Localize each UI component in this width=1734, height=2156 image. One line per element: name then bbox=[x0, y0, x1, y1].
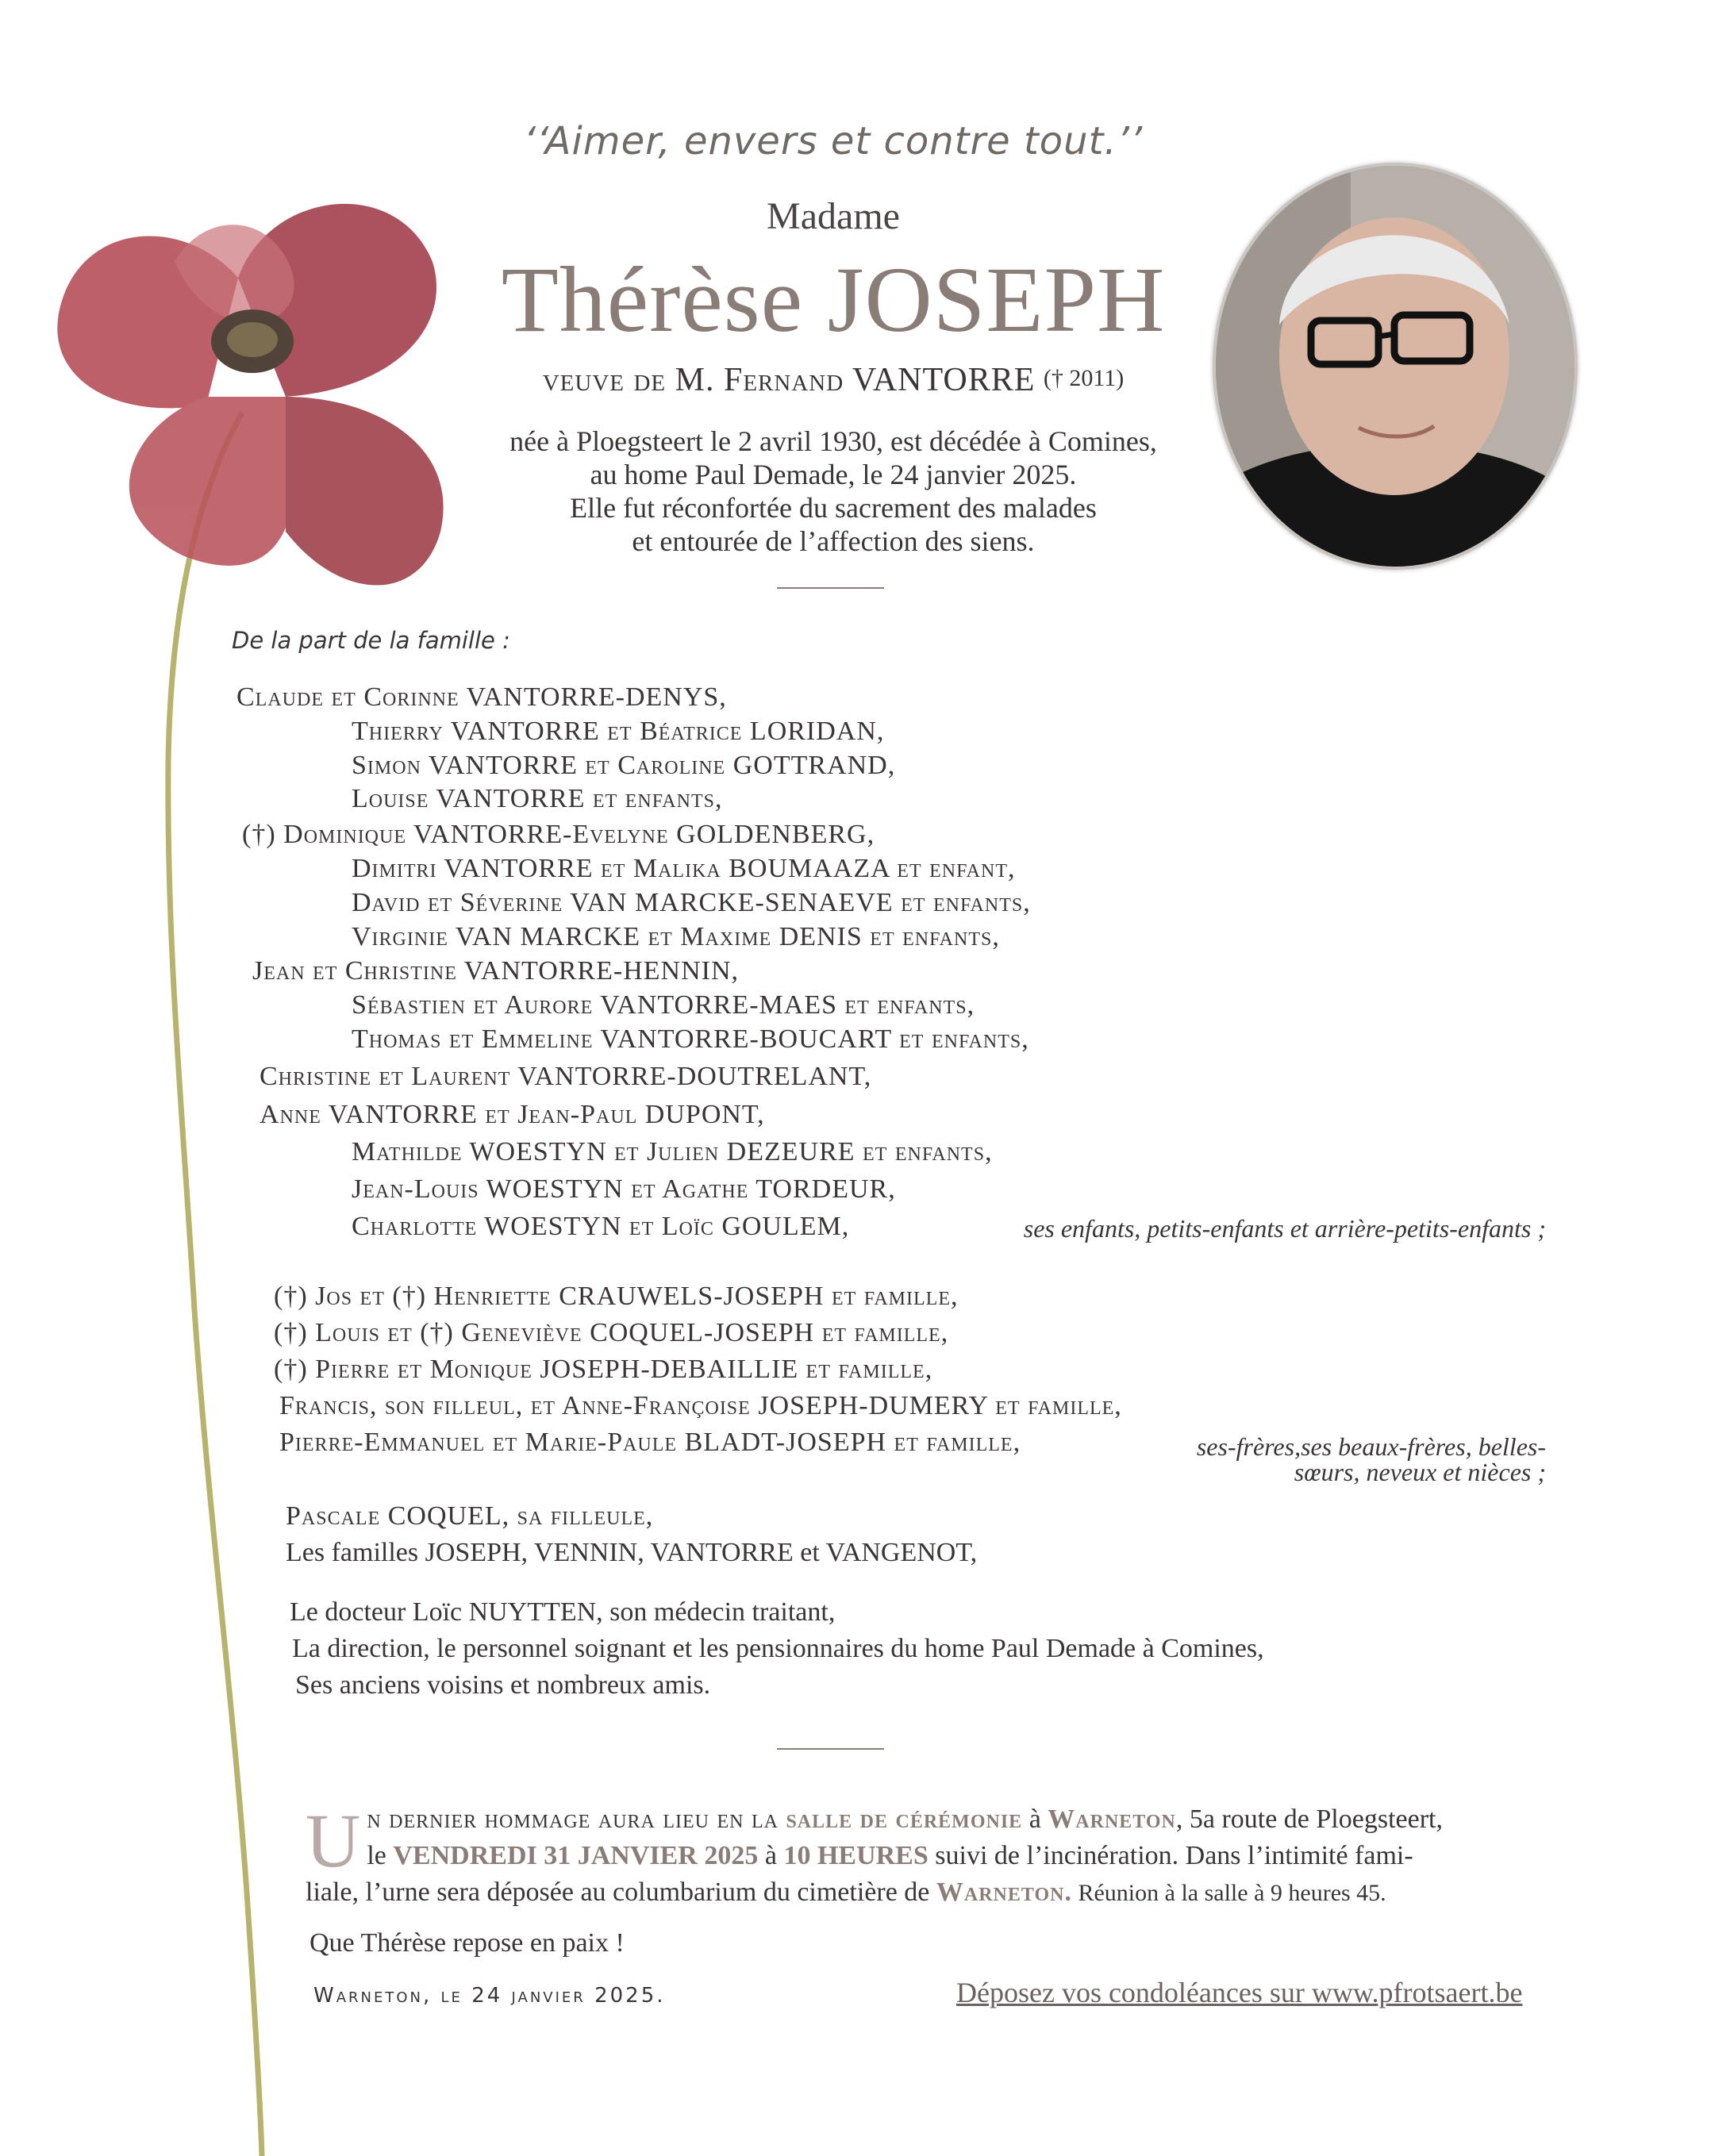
family-line: Dimitri VANTORRE et Malika BOUMAAZA et enfant, bbox=[352, 854, 1016, 883]
divider-top bbox=[777, 587, 884, 589]
portrait-image bbox=[1216, 166, 1574, 567]
dropcap: U bbox=[306, 1798, 361, 1883]
family-line: (†) Jos et (†) Henriette CRAUWELS-JOSEPH et famille, bbox=[274, 1282, 959, 1311]
bio-line: au home Paul Demade, le 24 janvier 2025. bbox=[590, 459, 1077, 490]
ceremony-details bbox=[306, 1798, 1544, 1912]
family-line: Charlotte WOESTYN et Loïc GOULEM, bbox=[352, 1212, 850, 1241]
closing-wish: Que Thérèse repose en paix ! bbox=[310, 1928, 625, 1958]
honorific: Madame bbox=[767, 195, 900, 237]
family-line: Francis, son filleul, et Anne-Françoise JOSEPH-DUMERY et famille, bbox=[279, 1391, 1122, 1420]
family-line: Simon VANTORRE et Caroline GOTTRAND, bbox=[352, 751, 896, 780]
family-line: David et Séverine VAN MARCKE-SENAEVE et enfants, bbox=[352, 888, 1031, 917]
ceremony-date: VENDREDI 31 JANVIER 2025 bbox=[393, 1841, 759, 1870]
homage-text: à bbox=[758, 1841, 784, 1870]
role-children: ses enfants, petits-enfants et arrière-petits-enfants ; bbox=[1023, 1214, 1546, 1243]
homage-text: suivi de l’incinération. Dans l’intimité fami- bbox=[928, 1841, 1413, 1870]
place-and-date: Warneton, le 24 janvier 2025. bbox=[313, 1984, 666, 2008]
family-line: (†) Louis et (†) Geneviève COQUEL-JOSEPH et famille, bbox=[274, 1318, 949, 1347]
family-label: De la part de la famille : bbox=[232, 627, 510, 654]
family-line: (†) Pierre et Monique JOSEPH-DEBAILLIE et famille, bbox=[274, 1355, 933, 1384]
widow-year: († 2011) bbox=[1043, 365, 1125, 391]
bio-line: née à Ploegsteert le 2 avril 1930, est décédée à Comines, bbox=[509, 425, 1157, 457]
role-siblings-line1: ses-frères,ses beaux-frères, belles- bbox=[1196, 1432, 1546, 1461]
family-line: Jean-Louis WOESTYN et Agathe TORDEUR, bbox=[352, 1174, 896, 1204]
family-line: Louise VANTORRE et enfants, bbox=[352, 784, 723, 813]
family-line: Anne VANTORRE et Jean-Paul DUPONT, bbox=[260, 1100, 765, 1129]
homage-text: le bbox=[367, 1841, 394, 1870]
town-2: Warneton. bbox=[936, 1877, 1072, 1907]
homage-text: Réunion à la salle à 9 heures 45. bbox=[1071, 1880, 1386, 1906]
divider-bottom bbox=[777, 1748, 884, 1750]
family-line: Jean et Christine VANTORRE-HENNIN, bbox=[252, 956, 740, 986]
poppy-stem bbox=[168, 413, 262, 2156]
family-line: Mathilde WOESTYN et Julien DEZEURE et enfants, bbox=[352, 1137, 993, 1166]
deceased-name: Thérèse JOSEPH bbox=[501, 248, 1166, 352]
family-line: Ses anciens voisins et nombreux amis. bbox=[295, 1670, 711, 1700]
condolences-link[interactable]: Déposez vos condoléances sur www.pfrotsaert.be bbox=[956, 1977, 1523, 2008]
family-line: Claude et Corinne VANTORRE-DENYS, bbox=[236, 682, 727, 712]
homage-text: n dernier hommage aura lieu en la bbox=[367, 1804, 786, 1834]
homage-text: liale, l’urne sera déposée au columbarium du cimetière de bbox=[306, 1877, 936, 1907]
family-line: Les familles JOSEPH, VENNIN, VANTORRE et VANGENOT, bbox=[286, 1538, 978, 1567]
role-siblings-line2: sœurs, neveux et nièces ; bbox=[1294, 1458, 1546, 1486]
family-line: Sébastien et Aurore VANTORRE-MAES et enfants, bbox=[352, 990, 975, 1020]
family-line: Virginie VAN MARCKE et Maxime DENIS et enfants, bbox=[352, 922, 1000, 951]
bio-line: et entourée de l’affection des siens. bbox=[632, 525, 1035, 557]
town: Warneton bbox=[1048, 1804, 1176, 1834]
homage-text: à bbox=[1022, 1804, 1048, 1834]
portrait-photo bbox=[1213, 163, 1578, 570]
family-line: Pierre-Emmanuel et Marie-Paule BLADT-JOSEPH et famille, bbox=[279, 1428, 1021, 1457]
homage-text: , 5a route de Ploegsteert, bbox=[1175, 1804, 1443, 1834]
family-line: Thierry VANTORRE et Béatrice LORIDAN, bbox=[352, 717, 885, 746]
venue: salle de cérémonie bbox=[786, 1804, 1023, 1834]
widow-of-text: veuve de M. Fernand VANTORRE bbox=[542, 362, 1036, 398]
family-line: Thomas et Emmeline VANTORRE-BOUCART et enfants, bbox=[352, 1024, 1029, 1054]
ceremony-time: 10 HEURES bbox=[783, 1841, 929, 1870]
family-line: (†) Dominique VANTORRE-Evelyne GOLDENBERG, bbox=[242, 820, 875, 849]
family-line: Christine et Laurent VANTORRE-DOUTRELANT, bbox=[260, 1062, 872, 1091]
epigraph-quote: ‘‘Aimer, envers et contre tout.’’ bbox=[523, 119, 1144, 163]
family-line: Pascale COQUEL, sa filleule, bbox=[286, 1501, 654, 1531]
bio-line: Elle fut réconfortée du sacrement des malades bbox=[570, 492, 1097, 524]
family-line: La direction, le personnel soignant et les pensionnaires du home Paul Demade à Comines, bbox=[292, 1634, 1264, 1663]
family-line: Le docteur Loïc NUYTTEN, son médecin traitant, bbox=[290, 1597, 836, 1627]
